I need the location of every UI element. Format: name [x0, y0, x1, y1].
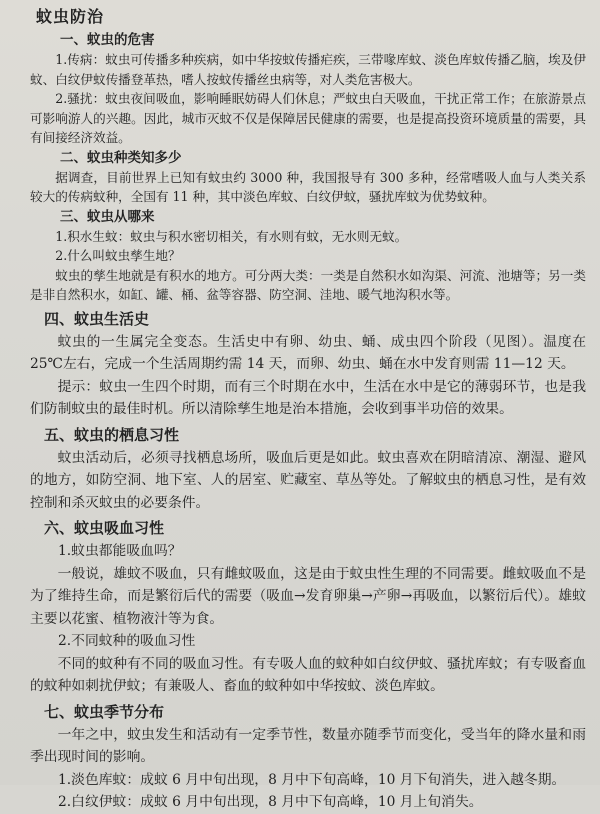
paragraph: 不同的蚊种有不同的吸血习性。有专吸人血的蚊种如白纹伊蚊、骚扰库蚊；有专吸畜血的蚊种如刺扰伊蚊；有兼吸人、畜血的蚊种如中华按蚊、淡色库蚊。 — [30, 655, 586, 694]
section-species — [30, 148, 586, 207]
section-harm — [30, 30, 586, 148]
section-life-cycle — [30, 308, 586, 421]
paragraph: 一般说，雄蚊不吸血，只有雌蚊吸血，这是由于蚊虫性生理的不同需要。雌蚊吸血不是为了维持生命，而是繁衍后代的需要（吸血→发育卵巢→产卵→再吸血，以繁衍后代）。雄蚊主要以花蜜、植物液汁等为食。 — [30, 565, 586, 627]
section-blood-feeding — [30, 517, 586, 698]
section-heading: 七、蚊虫季节分布 — [44, 702, 165, 721]
section-heading: 三、蚊虫从哪来 — [60, 208, 155, 225]
section-heading: 二、蚊虫种类知多少 — [60, 149, 182, 166]
paragraph: 1.传病：蚊虫可传播多种疾病，如中华按蚊传播疟疾，三带喙库蚊、淡色库蚊传播乙脑，埃及伊蚊、白纹伊蚊传播登革热，嗜人按蚊传播丝虫病等，对人类危害极大。 — [30, 52, 586, 87]
paragraph: 提示：蚊虫一生四个时期，而有三个时期在水中，生活在水中是它的薄弱环节，也是我们防制蚊虫的最佳时机。所以清除孳生地是治本措施，会收到事半功倍的效果。 — [30, 378, 586, 417]
section-heading: 六、蚊虫吸血习性 — [44, 519, 165, 537]
section-habitat — [30, 424, 586, 515]
document-title: 蚊虫防治 — [36, 7, 105, 26]
paragraph: 蚊虫的孳生地就是有积水的地方。可分两大类：一类是自然积水如沟渠、河流、池塘等；另一类是非自然积水，如缸、罐、桶、盆等容器、防空洞、洼地、暖气地沟积水等。 — [30, 267, 586, 302]
paragraph: 蚊虫活动后，必须寻找栖息场所，吸血后更是如此。蚊虫喜欢在阴暗清凉、潮湿、避风的地方，如防空洞、地下室、人的居室、贮藏室、草丛等处。了解蚊虫的栖息习性，是有效控制和杀灭蚊虫的必要条件。 — [30, 449, 586, 511]
section-heading: 四、蚊虫生活史 — [44, 309, 150, 328]
paragraph: 2.什么叫蚊虫孳生地？ — [55, 248, 181, 263]
paragraph: 一年之中，蚊虫发生和活动有一定季节性，数量亦随季节而变化，受当年的降水量和雨季出现时间的影响。 — [30, 726, 586, 765]
section-heading: 一、蚊虫的危害 — [60, 32, 155, 48]
paragraph: 2.骚扰：蚊虫夜间吸血，影响睡眠妨碍人们休息；严蚊虫白天吸血，干扰正常工作；在旅游景点可影响游人的兴趣。因此，城市灭蚊不仅是保障居民健康的需要，也是提高投资环境质量的需要，具有间接经济效益。 — [30, 91, 586, 145]
paragraph: 蚊虫的一生属完全变态。生活史中有卵、幼虫、蛹、成虫四个阶段（见图）。温度在 25℃左右，完成一个生活周期约需 14 天，而卵、幼虫、蛹在水中发育则需 11—12 天。 — [30, 333, 586, 372]
paragraph: 1.积水生蚊：蚊虫与积水密切相关，有水则有蚊，无水则无蚊。 — [55, 228, 408, 244]
section-origin — [30, 207, 586, 305]
paragraph: 据调查，目前世界上已知有蚊虫约 3000 种，我国报导有 300 多种，经常嗜吸人血与人类关系较大的传病蚊种，全国有 11 种，其中淡色库蚊、白纹伊蚊，骚扰库蚊为优势蚊种。 — [30, 169, 586, 204]
list-item: 1.淡色库蚊：成蚊 6 月中旬出现，8 月中下旬高峰，10 月下旬消失，进入越冬期。 — [58, 771, 566, 788]
list-item: 2.白纹伊蚊：成蚊 6 月中旬出现，8 月中下旬高峰，10 月上旬消失。 — [58, 794, 483, 810]
question-line: 2.不同蚊种的吸血习性 — [58, 633, 196, 649]
section-seasonal — [30, 701, 586, 814]
question-line: 1.蚊虫都能吸血吗？ — [58, 543, 182, 559]
section-heading: 五、蚊虫的栖息习性 — [44, 425, 180, 444]
